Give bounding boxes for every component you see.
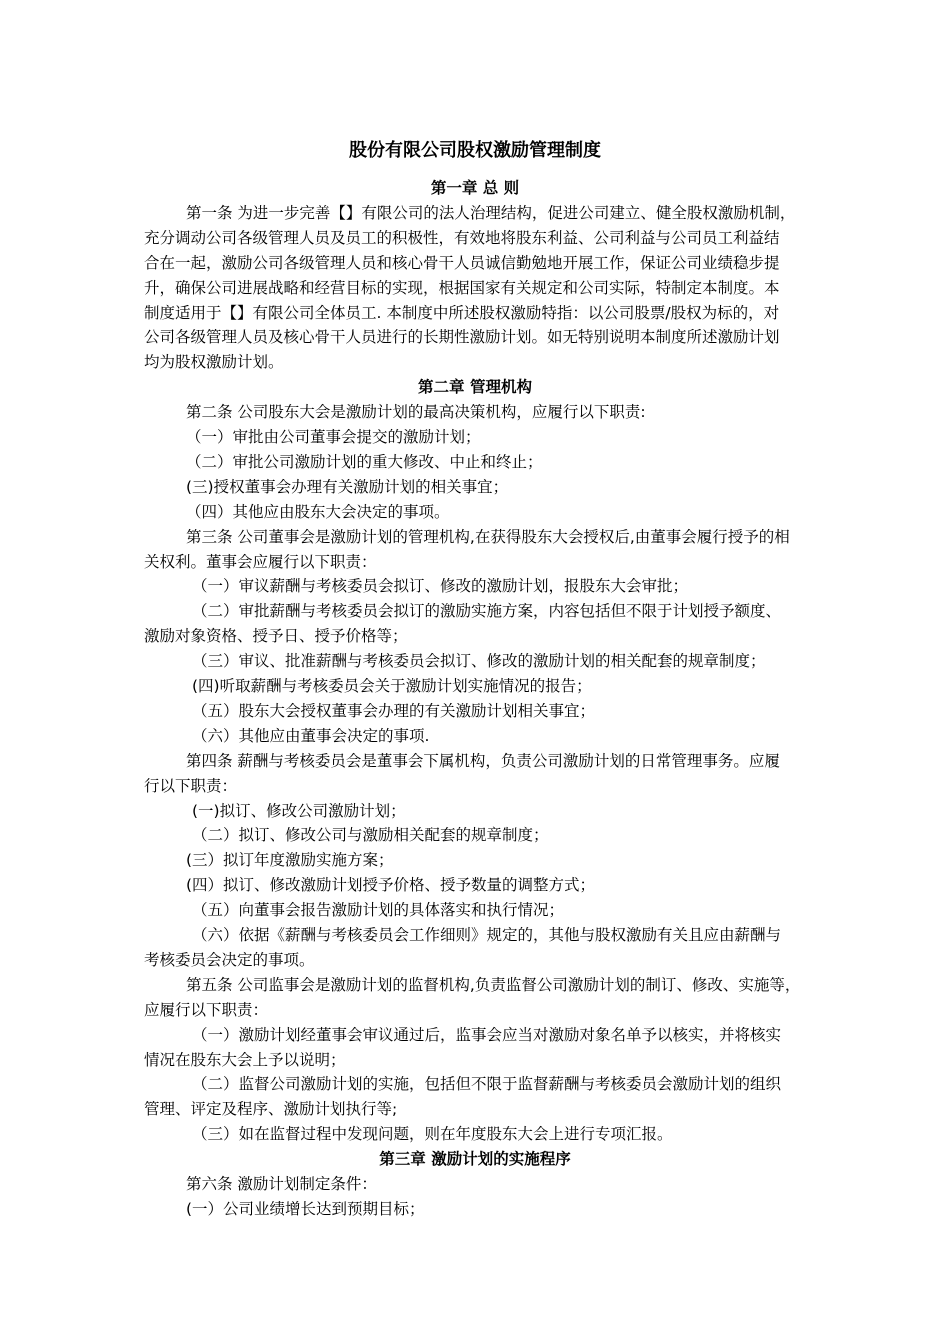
paragraph-line: (三）拟订年度激励实施方案；	[186, 851, 394, 870]
paragraph-line: （二）审批薪酬与考核委员会拟订的激励实施方案，内容包括但不限于计划授予额度、	[192, 602, 782, 621]
chapter-heading: 第一章 总 则	[430, 179, 520, 197]
document-title: 股份有限公司股权激励管理制度	[349, 140, 601, 161]
paragraph-line: （六）依据《薪酬与考核委员会工作细则》规定的，其他与股权激励有关且应由薪酬与	[192, 926, 782, 944]
paragraph-line: （一）审议薪酬与考核委员会拟订、修改的激励计划，报股东大会审批；	[192, 577, 689, 596]
paragraph-line: (一）公司业绩增长达到预期目标；	[186, 1199, 425, 1218]
paragraph-line: （五）向董事会报告激励计划的具体落实和执行情况；	[192, 901, 565, 920]
paragraph-line: 行以下职责：	[144, 776, 238, 795]
paragraph-line: 充分调动公司各级管理人员及员工的积极性，有效地将股东利益、公司利益与公司员工利益结	[144, 228, 780, 247]
paragraph-line: 升，确保公司进展战略和经营目标的实现，根据国家有关规定和公司实际，特制定本制度。本	[144, 278, 780, 297]
paragraph-line: （六）其他应由董事会决定的事项.	[192, 726, 430, 745]
paragraph-line: （一）审批由公司董事会提交的激励计划；	[186, 428, 481, 446]
paragraph-line: 第二条 公司股东大会是激励计划的最高决策机构，应履行以下职责:	[186, 403, 646, 422]
paragraph-line: （五）股东大会授权董事会办理的有关激励计划相关事宜；	[192, 701, 596, 720]
paragraph-line: 应履行以下职责：	[144, 1000, 269, 1019]
paragraph-line: 关权利。董事会应履行以下职责：	[144, 552, 377, 571]
paragraph-line: (一)拟订、修改公司激励计划；	[192, 801, 406, 820]
paragraph-line: 制度适用于【】有限公司全体员工. 本制度中所述股权激励特指：以公司股票/股权为标的，对	[144, 303, 780, 322]
paragraph-line: 第四条 薪酬与考核委员会是董事会下属机构，负责公司激励计划的日常管理事务。应履	[186, 751, 780, 770]
paragraph-line: 第三条 公司董事会是激励计划的管理机构,在获得股东大会授权后,由董事会履行授予的相	[186, 527, 790, 546]
paragraph-line: （二）审批公司激励计划的重大修改、中止和终止；	[186, 452, 543, 471]
paragraph-line: （三）审议、批准薪酬与考核委员会拟订、修改的激励计划的相关配套的规章制度；	[192, 652, 766, 671]
paragraph-line: （二）监督公司激励计划的实施，包括但不限于监督薪酬与考核委员会激励计划的组织	[192, 1075, 782, 1094]
paragraph-line: 公司各级管理人员及核心骨干人员进行的长期性激励计划。如无特别说明本制度所述激励计划	[144, 328, 780, 347]
paragraph-line: 情况在股东大会上予以说明；	[144, 1050, 346, 1069]
paragraph-line: （一）激励计划经董事会审议通过后，监事会应当对激励对象名单予以核实，并将核实	[192, 1025, 782, 1044]
paragraph-line: 管理、评定及程序、激励计划执行等;	[144, 1100, 398, 1119]
paragraph-line: （二）拟订、修改公司与激励相关配套的规章制度；	[192, 826, 549, 845]
paragraph-line: (四）拟订、修改激励计划授予价格、授予数量的调整方式；	[186, 876, 596, 895]
paragraph-line: 第一条 为进一步完善【】有限公司的法人治理结构，促进公司建立、健全股权激励机制，	[186, 203, 796, 222]
paragraph-line: 第六条 激励计划制定条件：	[186, 1175, 377, 1193]
paragraph-line: (三)授权董事会办理有关激励计划的相关事宜；	[186, 477, 509, 496]
paragraph-line: 均为股权激励计划。	[144, 353, 284, 372]
paragraph-line: （四）其他应由股东大会决定的事项。	[186, 502, 450, 521]
paragraph-line: 第五条 公司监事会是激励计划的监督机构,负责监督公司激励计划的制订、修改、实施等，	[186, 975, 801, 994]
paragraph-line: (四)听取薪酬与考核委员会关于激励计划实施情况的报告；	[192, 677, 592, 695]
paragraph-line: 激励对象资格、授予日、授予价格等；	[144, 627, 408, 646]
paragraph-line: （三）如在监督过程中发现问题，则在年度股东大会上进行专项汇报。	[192, 1125, 673, 1144]
paragraph-line: 合在一起，激励公司各级管理人员和核心骨干人员诚信勤勉地开展工作，保证公司业绩稳步提	[144, 253, 780, 272]
paragraph-line: 考核委员会决定的事项。	[144, 950, 315, 969]
chapter-heading: 第三章 激励计划的实施程序	[379, 1150, 571, 1169]
chapter-heading: 第二章 管理机构	[418, 378, 532, 397]
